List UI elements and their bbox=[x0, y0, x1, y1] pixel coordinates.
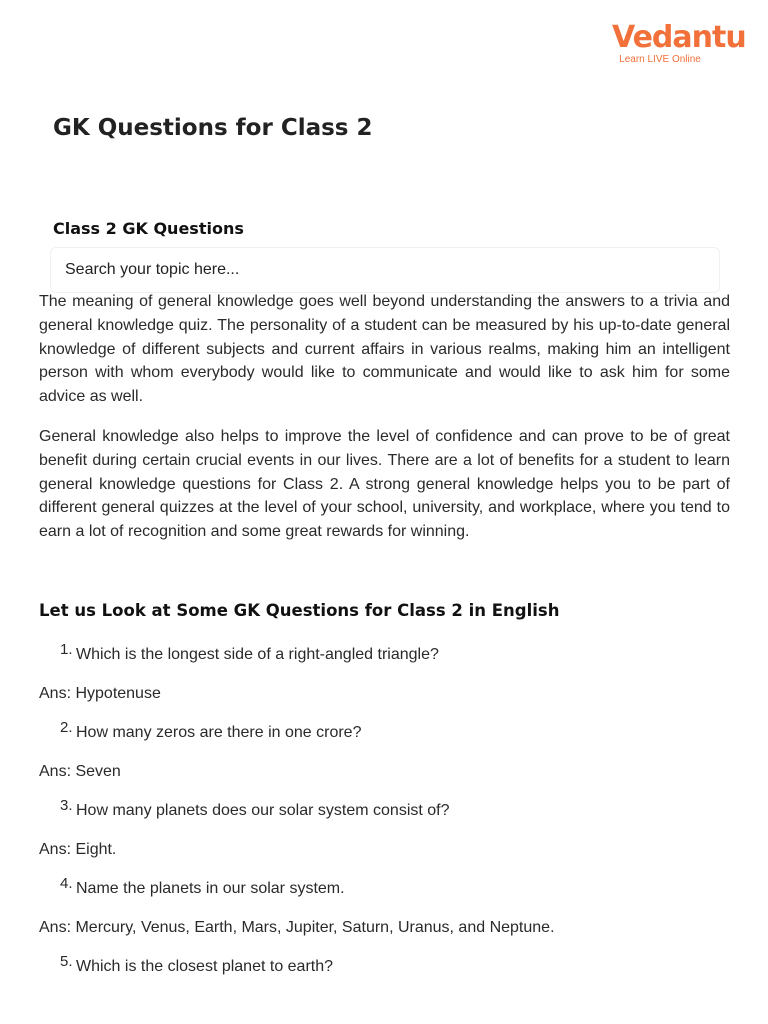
question-text: How many planets does our solar system consist of? bbox=[76, 801, 450, 819]
question-item bbox=[39, 796, 730, 822]
logo-wordmark: Vedantu bbox=[612, 20, 746, 55]
question-text: Which is the closest planet to earth? bbox=[76, 957, 334, 975]
question-number: 2. bbox=[60, 718, 73, 736]
article-content bbox=[39, 290, 730, 995]
section-title: Class 2 GK Questions bbox=[53, 219, 244, 238]
question-text: Name the planets in our solar system. bbox=[76, 879, 345, 897]
answer-text: Ans: Mercury, Venus, Earth, Mars, Jupiter, Saturn, Uranus, and Neptune. bbox=[39, 918, 555, 936]
question-item bbox=[39, 640, 730, 666]
answer-text: Ans: Hypotenuse bbox=[39, 684, 161, 702]
question-item bbox=[39, 718, 730, 744]
question-number: 3. bbox=[60, 796, 73, 814]
answer-text: Ans: Seven bbox=[39, 762, 121, 780]
question-number: 5. bbox=[60, 952, 73, 970]
search-box[interactable] bbox=[50, 247, 720, 293]
question-number: 4. bbox=[60, 874, 73, 892]
logo-tagline: Learn LIVE Online bbox=[619, 54, 701, 65]
question-item bbox=[39, 952, 730, 978]
qa-list bbox=[39, 640, 730, 978]
benefits-paragraph: General knowledge also helps to improve the level of confidence and can prove to be of great benefit during certain crucial events in our lives. There are a lot of benefits for a student to learn general knowledge questions for Class 2. A strong general knowledge helps you to be part of different general quizzes at the level of your school, university, and workplace, where you tend to earn a lot of recognition and some great rewards for winning. bbox=[39, 427, 730, 541]
answer-text: Ans: Eight. bbox=[39, 840, 117, 858]
intro-paragraph: The meaning of general knowledge goes well beyond understanding the answers to a trivia and general knowledge quiz. The personality of a student can be measured by his up-to-date general knowledge of different subjects and current affairs in various realms, making him an intelligent person with whom everybody would like to communicate and would like to ask him for some advice as well. bbox=[39, 293, 730, 406]
question-text: Which is the longest side of a right-angled triangle? bbox=[76, 645, 439, 663]
question-number: 1. bbox=[60, 640, 73, 658]
page-title: GK Questions for Class 2 bbox=[53, 115, 373, 141]
search-input[interactable] bbox=[51, 248, 719, 292]
questions-subheading: Let us Look at Some GK Questions for Class 2 in English bbox=[39, 600, 560, 620]
question-item bbox=[39, 874, 730, 900]
question-text: How many zeros are there in one crore? bbox=[76, 723, 362, 741]
vedantu-logo[interactable] bbox=[612, 20, 746, 65]
